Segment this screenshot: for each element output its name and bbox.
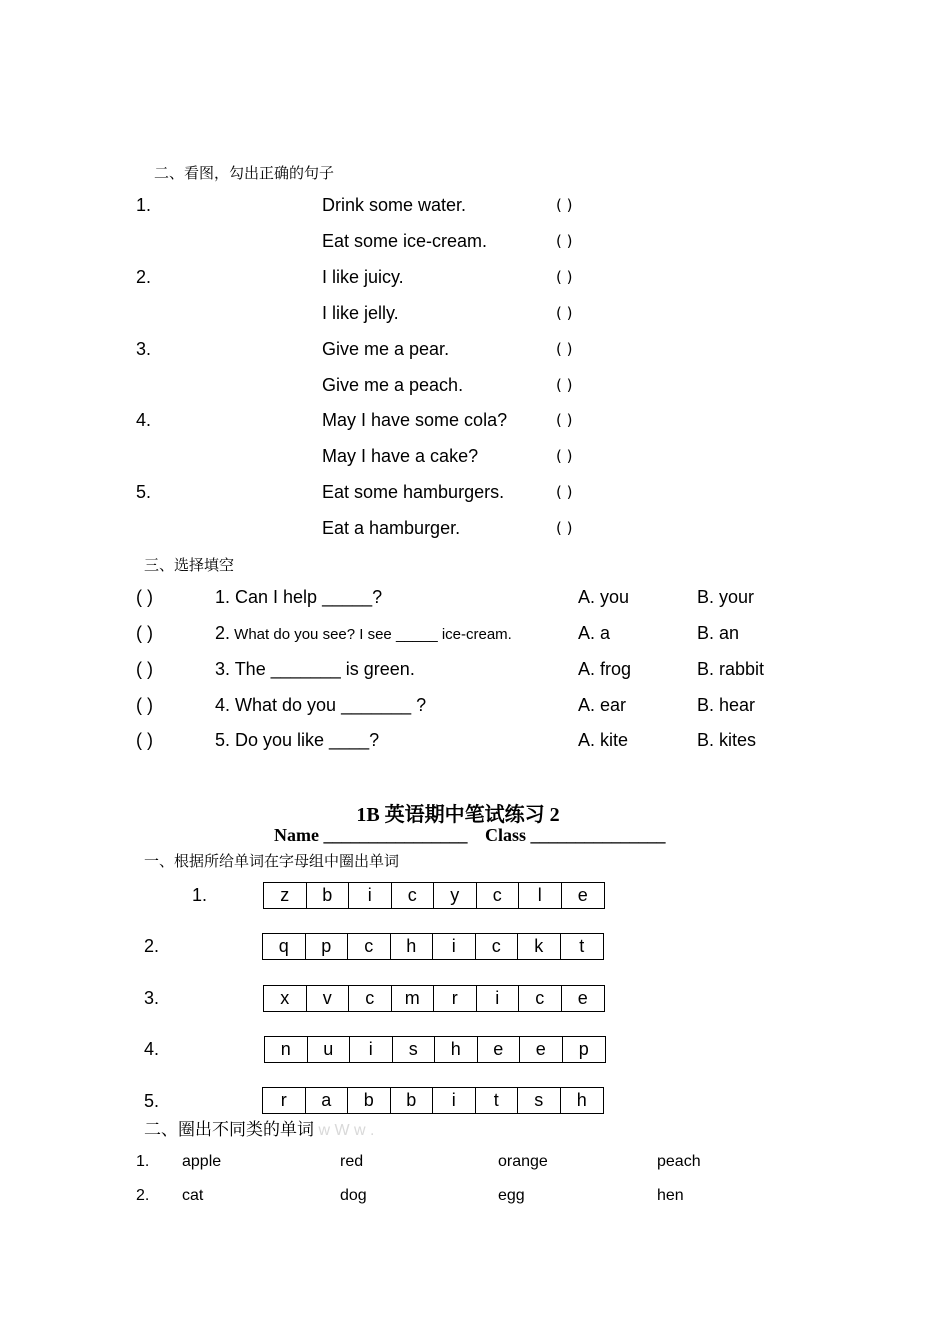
letter-cell[interactable]: v: [307, 986, 350, 1011]
answer-bracket[interactable]: ( ): [136, 730, 153, 750]
answer-bracket[interactable]: ( ): [556, 376, 573, 394]
odd-one-out-heading-row: [144, 1115, 374, 1140]
section3-heading: 三、选择填空: [144, 556, 235, 574]
answer-bracket[interactable]: ( ): [556, 519, 573, 537]
letter-cell[interactable]: e: [478, 1037, 521, 1062]
answer-bracket[interactable]: ( ): [136, 695, 153, 715]
item-number: 3.: [136, 339, 152, 359]
row-number: 2.: [144, 936, 160, 956]
sentence-option: Drink some water.: [322, 195, 467, 215]
answer-bracket[interactable]: ( ): [556, 340, 573, 358]
option-a: A. a: [578, 623, 611, 643]
letter-cell[interactable]: s: [518, 1088, 561, 1113]
letter-cell[interactable]: s: [393, 1037, 436, 1062]
letter-cell[interactable]: c: [392, 883, 435, 908]
question-text: 3. The _______ is green.: [215, 659, 415, 679]
letter-cell[interactable]: l: [519, 883, 562, 908]
letter-cell[interactable]: q: [263, 934, 306, 959]
letter-cell[interactable]: b: [348, 1088, 391, 1113]
letter-cell[interactable]: n: [265, 1037, 308, 1062]
section2-heading: 二、看图，勾出正确的句子: [154, 164, 335, 182]
answer-bracket[interactable]: ( ): [556, 304, 573, 322]
letter-cell[interactable]: i: [433, 1088, 476, 1113]
row-number: 1.: [136, 1153, 150, 1170]
letter-cell[interactable]: t: [476, 1088, 519, 1113]
page-title: 1B 英语期中笔试练习 2: [356, 804, 560, 826]
sentence-option: Give me a peach.: [322, 375, 464, 395]
letter-cell[interactable]: m: [392, 986, 435, 1011]
question-body: What do you see? I see _____ ice-cream.: [230, 626, 512, 643]
answer-bracket[interactable]: ( ): [136, 659, 153, 679]
letter-cell[interactable]: b: [391, 1088, 434, 1113]
letter-cell[interactable]: c: [349, 986, 392, 1011]
question-text: 1. Can I help _____?: [215, 587, 383, 607]
letter-cell[interactable]: h: [576, 1090, 587, 1110]
letter-cell[interactable]: t: [579, 936, 585, 956]
letter-grid: [264, 1036, 606, 1063]
word-option[interactable]: hen: [657, 1187, 684, 1204]
letter-cell[interactable]: u: [308, 1037, 351, 1062]
question-text: 4. What do you _______ ?: [215, 695, 427, 715]
row-number: 1.: [192, 885, 208, 905]
sentence-option: I like juicy.: [322, 267, 404, 287]
letter-cell[interactable]: i: [477, 986, 520, 1011]
letter-grid: [262, 1087, 604, 1114]
letter-cell[interactable]: p: [306, 934, 349, 959]
letter-cell[interactable]: c: [476, 934, 519, 959]
letter-cell[interactable]: z: [264, 883, 307, 908]
word-option[interactable]: egg: [498, 1187, 525, 1204]
answer-bracket[interactable]: ( ): [556, 411, 573, 429]
option-b: B. rabbit: [697, 659, 765, 679]
letter-cell[interactable]: r: [263, 1088, 306, 1113]
letter-cell[interactable]: b: [307, 883, 350, 908]
letter-cell[interactable]: i: [349, 883, 392, 908]
option-b: B. hear: [697, 695, 756, 715]
sentence-option: May I have some cola?: [322, 410, 508, 430]
word-option[interactable]: apple: [182, 1153, 222, 1170]
answer-bracket[interactable]: ( ): [556, 483, 573, 501]
item-number: 1.: [136, 195, 152, 215]
letter-cell[interactable]: i: [433, 934, 476, 959]
sentence-option: Eat some hamburgers.: [322, 482, 505, 502]
letter-cell[interactable]: e: [577, 885, 588, 905]
sentence-option: Eat some ice-cream.: [322, 231, 488, 251]
letter-cell[interactable]: e: [520, 1037, 563, 1062]
question-number: 2.: [215, 623, 231, 643]
letter-grid: [263, 985, 605, 1012]
option-b: B. an: [697, 623, 740, 643]
option-a: A. ear: [578, 695, 627, 715]
letter-cell[interactable]: x: [264, 986, 307, 1011]
sentence-option: May I have a cake?: [322, 446, 479, 466]
word-option[interactable]: cat: [182, 1187, 204, 1204]
item-number: 5.: [136, 482, 152, 502]
sentence-option: I like jelly.: [322, 303, 399, 323]
letter-cell[interactable]: r: [434, 986, 477, 1011]
answer-bracket[interactable]: ( ): [556, 196, 573, 214]
option-b: B. kites: [697, 730, 757, 750]
letter-grid: [263, 882, 605, 909]
answer-bracket[interactable]: ( ): [136, 623, 153, 643]
row-number: 2.: [136, 1187, 150, 1204]
option-a: A. frog: [578, 659, 632, 679]
letter-cell[interactable]: y: [434, 883, 477, 908]
letter-cell[interactable]: p: [578, 1039, 589, 1059]
class-field[interactable]: Class _______________: [485, 825, 666, 845]
letter-cell[interactable]: a: [306, 1088, 349, 1113]
letter-cell[interactable]: c: [348, 934, 391, 959]
word-option[interactable]: dog: [340, 1187, 367, 1204]
option-a: A. kite: [578, 730, 629, 750]
name-field[interactable]: Name ________________: [274, 825, 468, 845]
letter-cell[interactable]: h: [435, 1037, 478, 1062]
letter-cell[interactable]: h: [391, 934, 434, 959]
answer-bracket[interactable]: ( ): [556, 268, 573, 286]
answer-bracket[interactable]: ( ): [556, 447, 573, 465]
letter-cell[interactable]: c: [519, 986, 562, 1011]
letter-cell[interactable]: c: [477, 883, 520, 908]
option-b: B. your: [697, 587, 755, 607]
letter-grid: [262, 933, 604, 960]
question-text: [215, 623, 512, 644]
row-number: 5.: [144, 1091, 160, 1111]
watermark-text: w W w .: [318, 1122, 375, 1139]
word-option[interactable]: orange: [498, 1153, 548, 1170]
word-search-heading: 一、根据所给单词在字母组中圈出单词: [144, 852, 400, 870]
letter-cell[interactable]: e: [577, 988, 588, 1008]
odd-one-out-heading: 二、圈出不同类的单词: [144, 1120, 314, 1140]
letter-cell[interactable]: i: [350, 1037, 393, 1062]
item-number: 2.: [136, 267, 152, 287]
item-number: 4.: [136, 410, 152, 430]
answer-bracket[interactable]: ( ): [556, 232, 573, 250]
question-text: 5. Do you like ____?: [215, 730, 380, 750]
row-number: 3.: [144, 988, 160, 1008]
answer-bracket[interactable]: ( ): [136, 587, 153, 607]
sentence-option: Eat a hamburger.: [322, 518, 461, 538]
sentence-option: Give me a pear.: [322, 339, 450, 359]
letter-cell[interactable]: k: [518, 934, 561, 959]
word-option[interactable]: red: [340, 1153, 364, 1170]
row-number: 4.: [144, 1039, 160, 1059]
option-a: A. you: [578, 587, 630, 607]
word-option[interactable]: peach: [657, 1153, 701, 1170]
